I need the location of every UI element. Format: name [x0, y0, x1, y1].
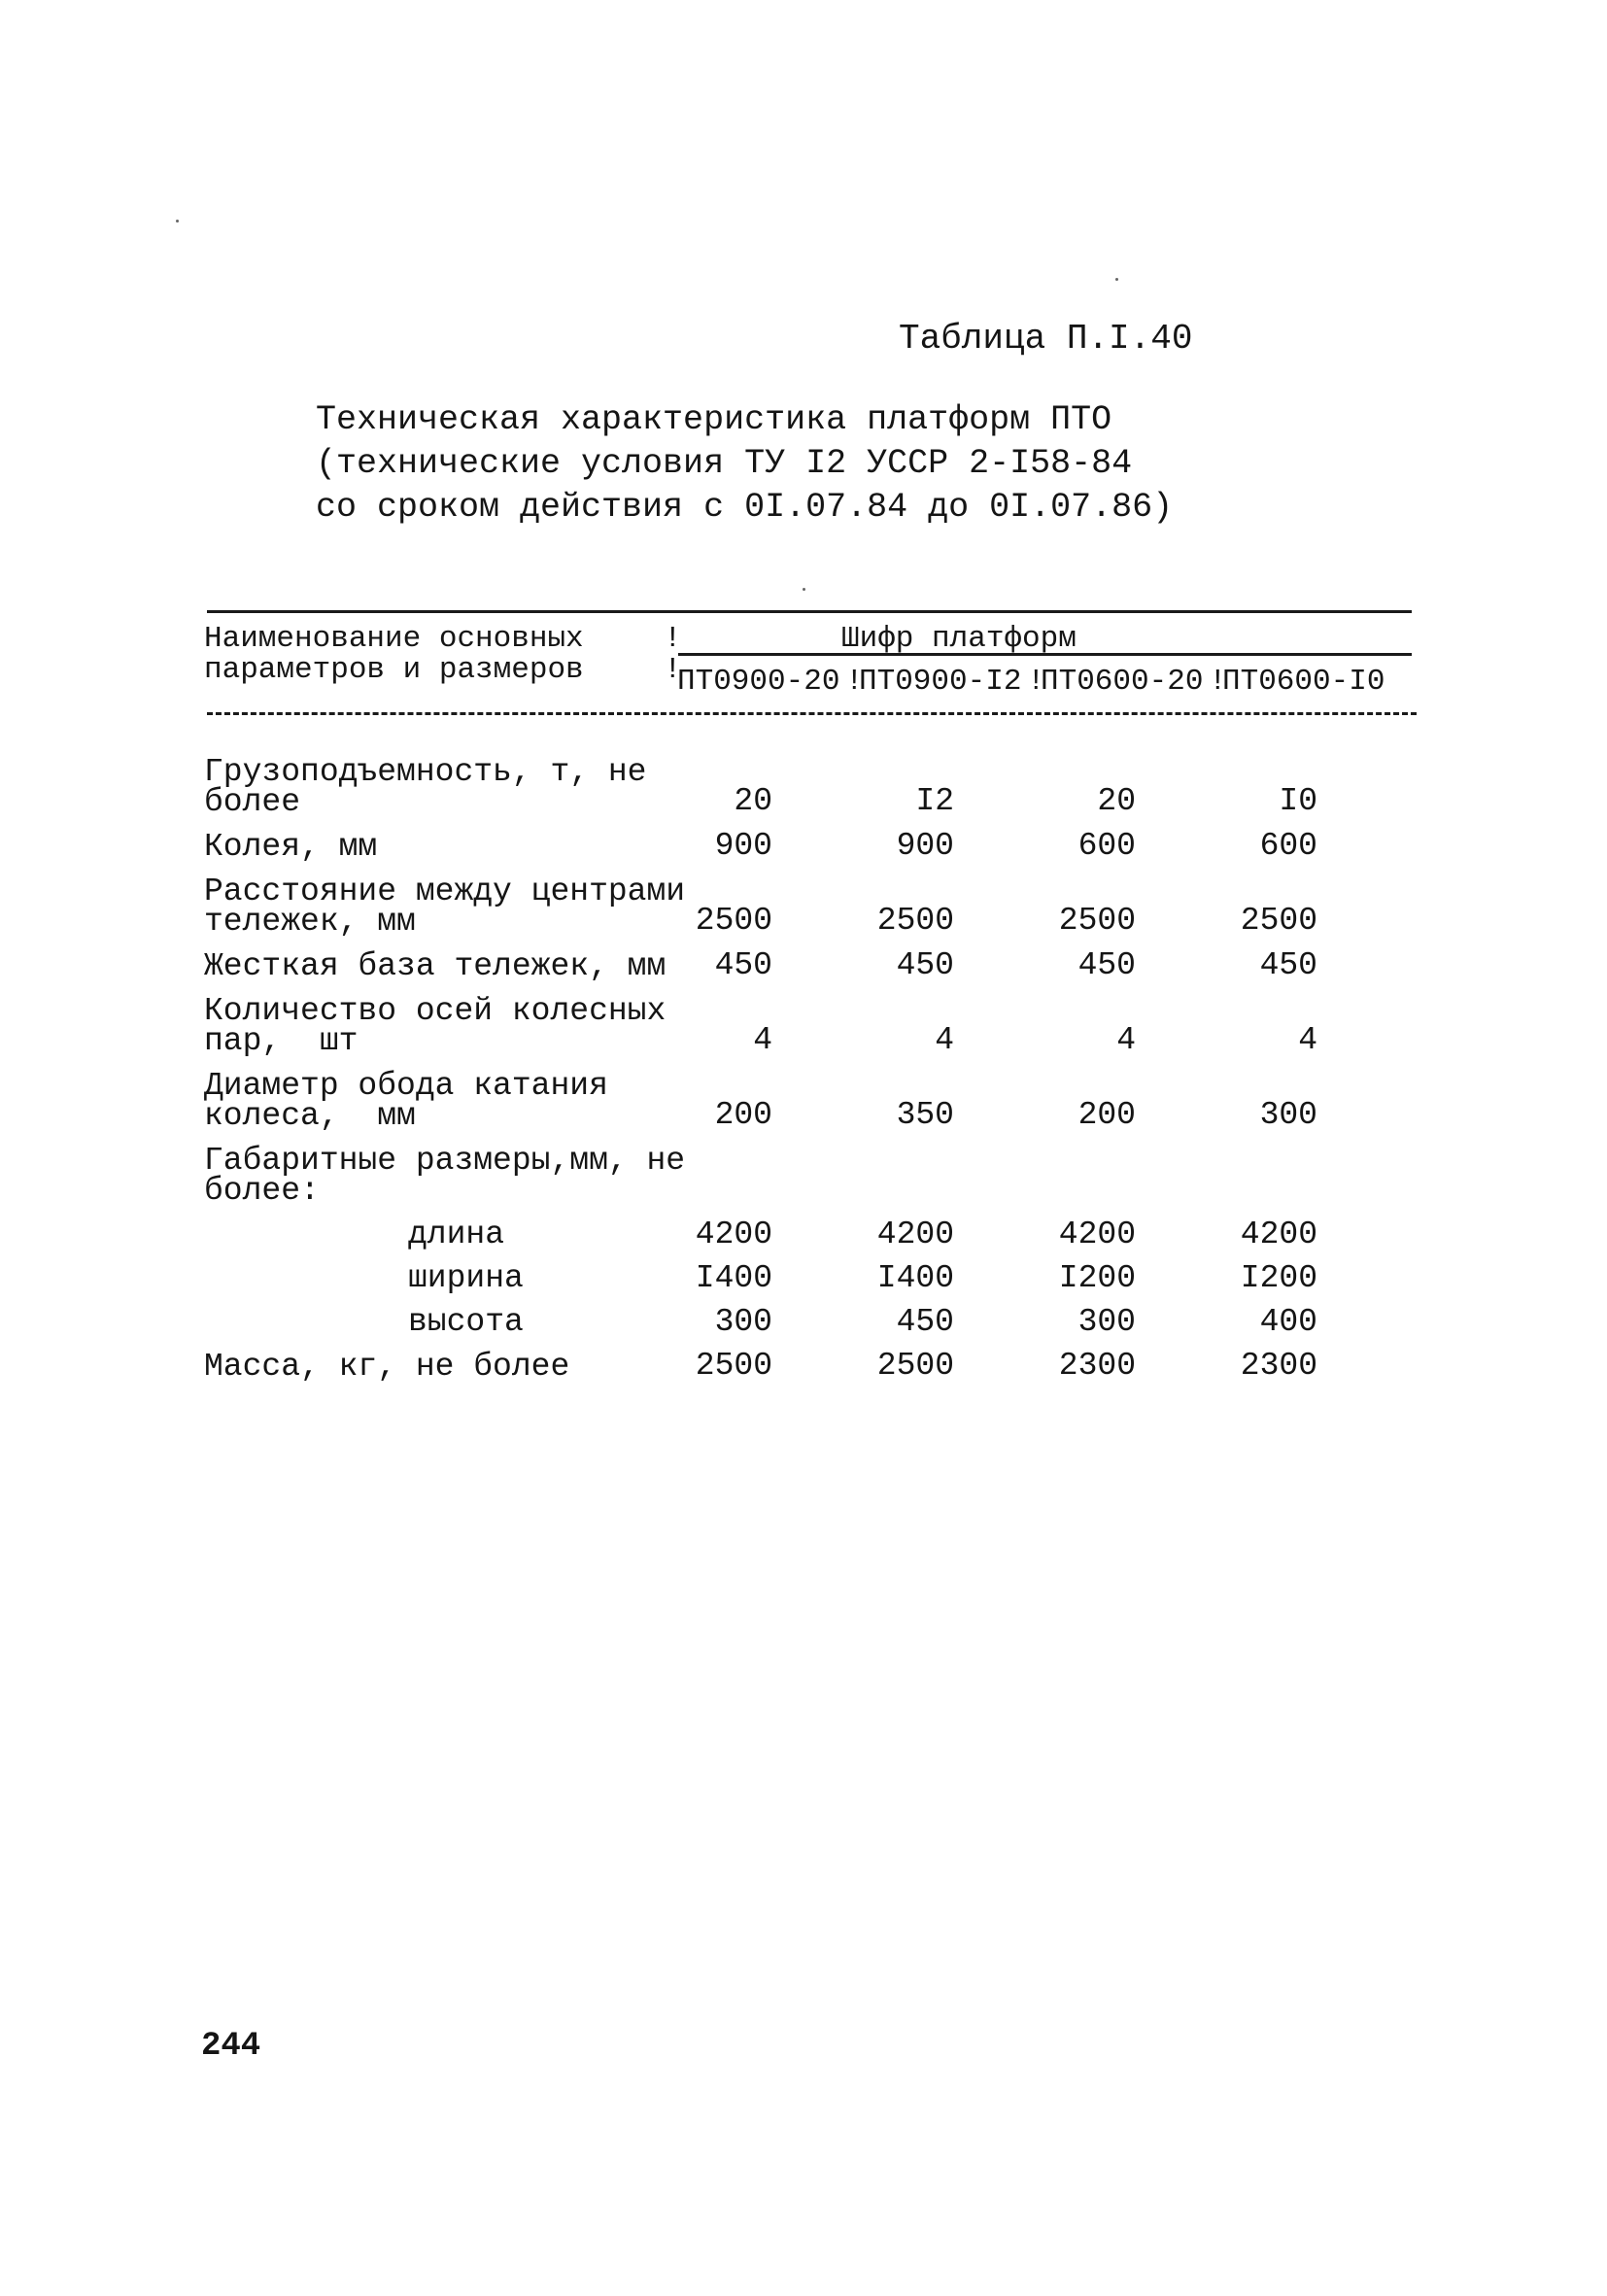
param-header-line-2: параметров и размеров — [204, 653, 584, 687]
cell-value: I2 — [915, 783, 954, 819]
cell-value: 450 — [714, 947, 772, 983]
row-label: Грузоподъемность, т, не — [204, 754, 647, 790]
cell-value: 2500 — [1058, 903, 1136, 939]
column-header-pt0600-10: ПТ0600-I0 — [1222, 665, 1385, 699]
cell-value: 4200 — [695, 1217, 772, 1252]
cell-value: 2500 — [695, 1348, 772, 1384]
title-line-3: со сроком действия с 0I.07.84 до 0I.07.86) — [316, 488, 1174, 527]
row-label: Количество осей колесных — [204, 993, 667, 1029]
row-label: более — [204, 784, 301, 820]
cell-value: 450 — [896, 1304, 954, 1340]
cell-value: I0 — [1279, 783, 1317, 819]
cell-value: 450 — [896, 947, 954, 983]
cell-value: 900 — [896, 828, 954, 864]
sub-row-label-height: высота — [408, 1304, 524, 1340]
cell-value: 4 — [753, 1022, 772, 1058]
cell-value: 4 — [935, 1022, 954, 1058]
cell-value: 2500 — [695, 903, 772, 939]
cell-value: 4 — [1298, 1022, 1317, 1058]
group-header-rule — [678, 653, 1412, 656]
cell-value: 2500 — [876, 1348, 954, 1384]
scan-speck — [1115, 278, 1118, 281]
row-label: Жесткая база тележек, мм — [204, 948, 667, 984]
table-caption: Таблица П.I.40 — [899, 319, 1193, 359]
header-bottom-rule — [207, 712, 1417, 715]
table-top-rule — [207, 610, 1412, 613]
row-label: Диаметр обода катания — [204, 1068, 608, 1104]
cell-value: I200 — [1240, 1260, 1317, 1296]
header-separator: ! — [664, 653, 682, 687]
column-header-pt0900-20: ПТ0900-20 — [677, 665, 840, 699]
cell-value: 450 — [1259, 947, 1317, 983]
column-header-pt0600-20: ПТ0600-20 — [1041, 665, 1204, 699]
row-label: Масса, кг, не более — [204, 1349, 570, 1385]
cell-value: 2500 — [1240, 903, 1317, 939]
cell-value: 4200 — [1240, 1217, 1317, 1252]
param-header-line-1: Наименование основных — [204, 622, 584, 656]
cell-value: 450 — [1077, 947, 1136, 983]
column-header-pt0900-12: ПТ0900-I2 — [859, 665, 1022, 699]
cell-value: I200 — [1058, 1260, 1136, 1296]
cell-value: 2500 — [876, 903, 954, 939]
title-line-2: (технические условия ТУ I2 УССР 2-I58-84 — [316, 444, 1133, 483]
sub-row-label-width: ширина — [408, 1260, 524, 1296]
cell-value: 4200 — [1058, 1217, 1136, 1252]
row-label: Расстояние между центрами — [204, 874, 686, 909]
row-label: тележек, мм — [204, 904, 416, 940]
header-separator: ! — [845, 665, 864, 699]
cell-value: 4200 — [876, 1217, 954, 1252]
cell-value: 2300 — [1058, 1348, 1136, 1384]
cell-value: I400 — [876, 1260, 954, 1296]
cell-value: 900 — [714, 828, 772, 864]
cell-value: 600 — [1077, 828, 1136, 864]
cell-value: 4 — [1116, 1022, 1136, 1058]
page-number: 244 — [201, 2028, 261, 2065]
group-header: Шифр платформ — [841, 622, 1077, 656]
cell-value: 200 — [714, 1097, 772, 1133]
row-label: более: — [204, 1173, 320, 1209]
header-separator: ! — [1027, 665, 1045, 699]
cell-value: 300 — [714, 1304, 772, 1340]
title-line-1: Техническая характеристика платформ ПТО — [316, 400, 1112, 439]
scan-speck — [803, 588, 805, 591]
cell-value: 400 — [1259, 1304, 1317, 1340]
cell-value: 200 — [1077, 1097, 1136, 1133]
header-separator: ! — [664, 622, 682, 656]
row-label: пар, шт — [204, 1023, 359, 1059]
sub-row-label-length: длина — [408, 1217, 505, 1252]
cell-value: I400 — [695, 1260, 772, 1296]
row-label: Колея, мм — [204, 829, 378, 865]
header-separator: ! — [1209, 665, 1227, 699]
cell-value: 350 — [896, 1097, 954, 1133]
scan-speck — [176, 220, 179, 223]
cell-value: 600 — [1259, 828, 1317, 864]
row-label: колеса, мм — [204, 1098, 416, 1134]
cell-value: 300 — [1077, 1304, 1136, 1340]
row-label: Габаритные размеры,мм, не — [204, 1143, 686, 1179]
cell-value: 20 — [734, 783, 772, 819]
cell-value: 20 — [1097, 783, 1136, 819]
cell-value: 2300 — [1240, 1348, 1317, 1384]
cell-value: 300 — [1259, 1097, 1317, 1133]
